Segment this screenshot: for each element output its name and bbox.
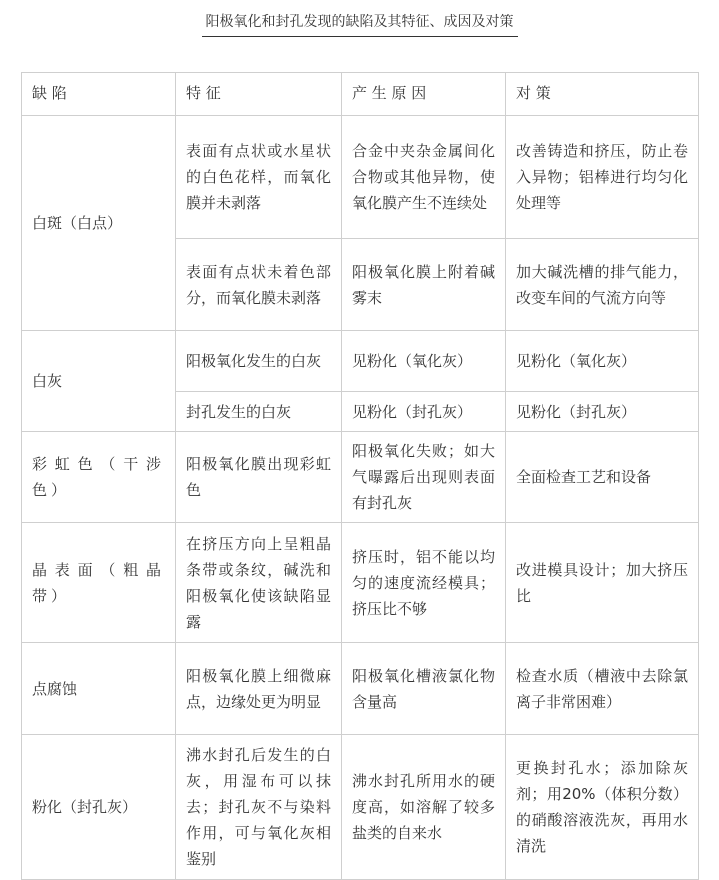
measure-cell: 见粉化（氧化灰） [506, 331, 699, 392]
feature-cell: 表面有点状或水星状的白色花样，而氧化膜并未剥落 [176, 116, 342, 239]
defect-cell: 粉化（封孔灰） [22, 735, 176, 880]
feature-cell: 阳极氧化膜出现彩虹色 [176, 432, 342, 523]
table-row [22, 432, 699, 523]
measure-cell: 更换封孔水；添加除灰剂；用20%（体积分数）的硝酸溶液洗灰，再用水清洗 [506, 735, 699, 880]
cause-cell: 阳极氧化槽液氯化物含量高 [342, 643, 506, 735]
header-feature: 特 征 [176, 73, 342, 116]
defect-cell: 点腐蚀 [22, 643, 176, 735]
header-cause: 产 生 原 因 [342, 73, 506, 116]
measure-cell: 加大碱洗槽的排气能力，改变车间的气流方向等 [506, 239, 699, 331]
cause-cell: 阳极氧化失败；如大气曝露后出现则表面有封孔灰 [342, 432, 506, 523]
measure-cell: 改善铸造和挤压，防止卷入异物；铝棒进行均匀化处理等 [506, 116, 699, 239]
table-row [22, 523, 699, 643]
feature-cell: 在挤压方向上呈粗晶条带或条纹，碱洗和阳极氧化使该缺陷显露 [176, 523, 342, 643]
defect-cell: 白斑（白点） [22, 116, 176, 331]
table-row [22, 116, 699, 239]
table-row [22, 643, 699, 735]
feature-cell: 阳极氧化膜上细微麻点，边缘处更为明显 [176, 643, 342, 735]
table-header-row [22, 73, 699, 116]
feature-cell: 阳极氧化发生的白灰 [176, 331, 342, 392]
defects-table [21, 72, 699, 880]
cause-cell: 见粉化（封孔灰） [342, 392, 506, 432]
cause-cell: 阳极氧化膜上附着碱雾末 [342, 239, 506, 331]
feature-cell: 沸水封孔后发生的白灰，用湿布可以抹去；封孔灰不与染料作用，可与氧化灰相鉴别 [176, 735, 342, 880]
header-measure: 对 策 [506, 73, 699, 116]
defect-cell: 白灰 [22, 331, 176, 432]
cause-cell: 挤压时，铝不能以均匀的速度流经模具；挤压比不够 [342, 523, 506, 643]
cause-cell: 合金中夹杂金属间化合物或其他异物，使氧化膜产生不连续处 [342, 116, 506, 239]
measure-cell: 见粉化（封孔灰） [506, 392, 699, 432]
defect-cell: 彩虹色（干涉色） [22, 432, 176, 523]
feature-cell: 封孔发生的白灰 [176, 392, 342, 432]
measure-cell: 检查水质（槽液中去除氯离子非常困难） [506, 643, 699, 735]
document-title: 阳极氧化和封孔发现的缺陷及其特征、成因及对策 [0, 12, 719, 37]
table-row [22, 331, 699, 392]
cause-cell: 沸水封孔所用水的硬度高，如溶解了较多盐类的自来水 [342, 735, 506, 880]
defect-cell: 晶表面（粗晶带） [22, 523, 176, 643]
cause-cell: 见粉化（氧化灰） [342, 331, 506, 392]
measure-cell: 全面检查工艺和设备 [506, 432, 699, 523]
table-row [22, 735, 699, 880]
header-defect: 缺 陷 [22, 73, 176, 116]
measure-cell: 改进模具设计；加大挤压比 [506, 523, 699, 643]
feature-cell: 表面有点状未着色部分，而氧化膜未剥落 [176, 239, 342, 331]
